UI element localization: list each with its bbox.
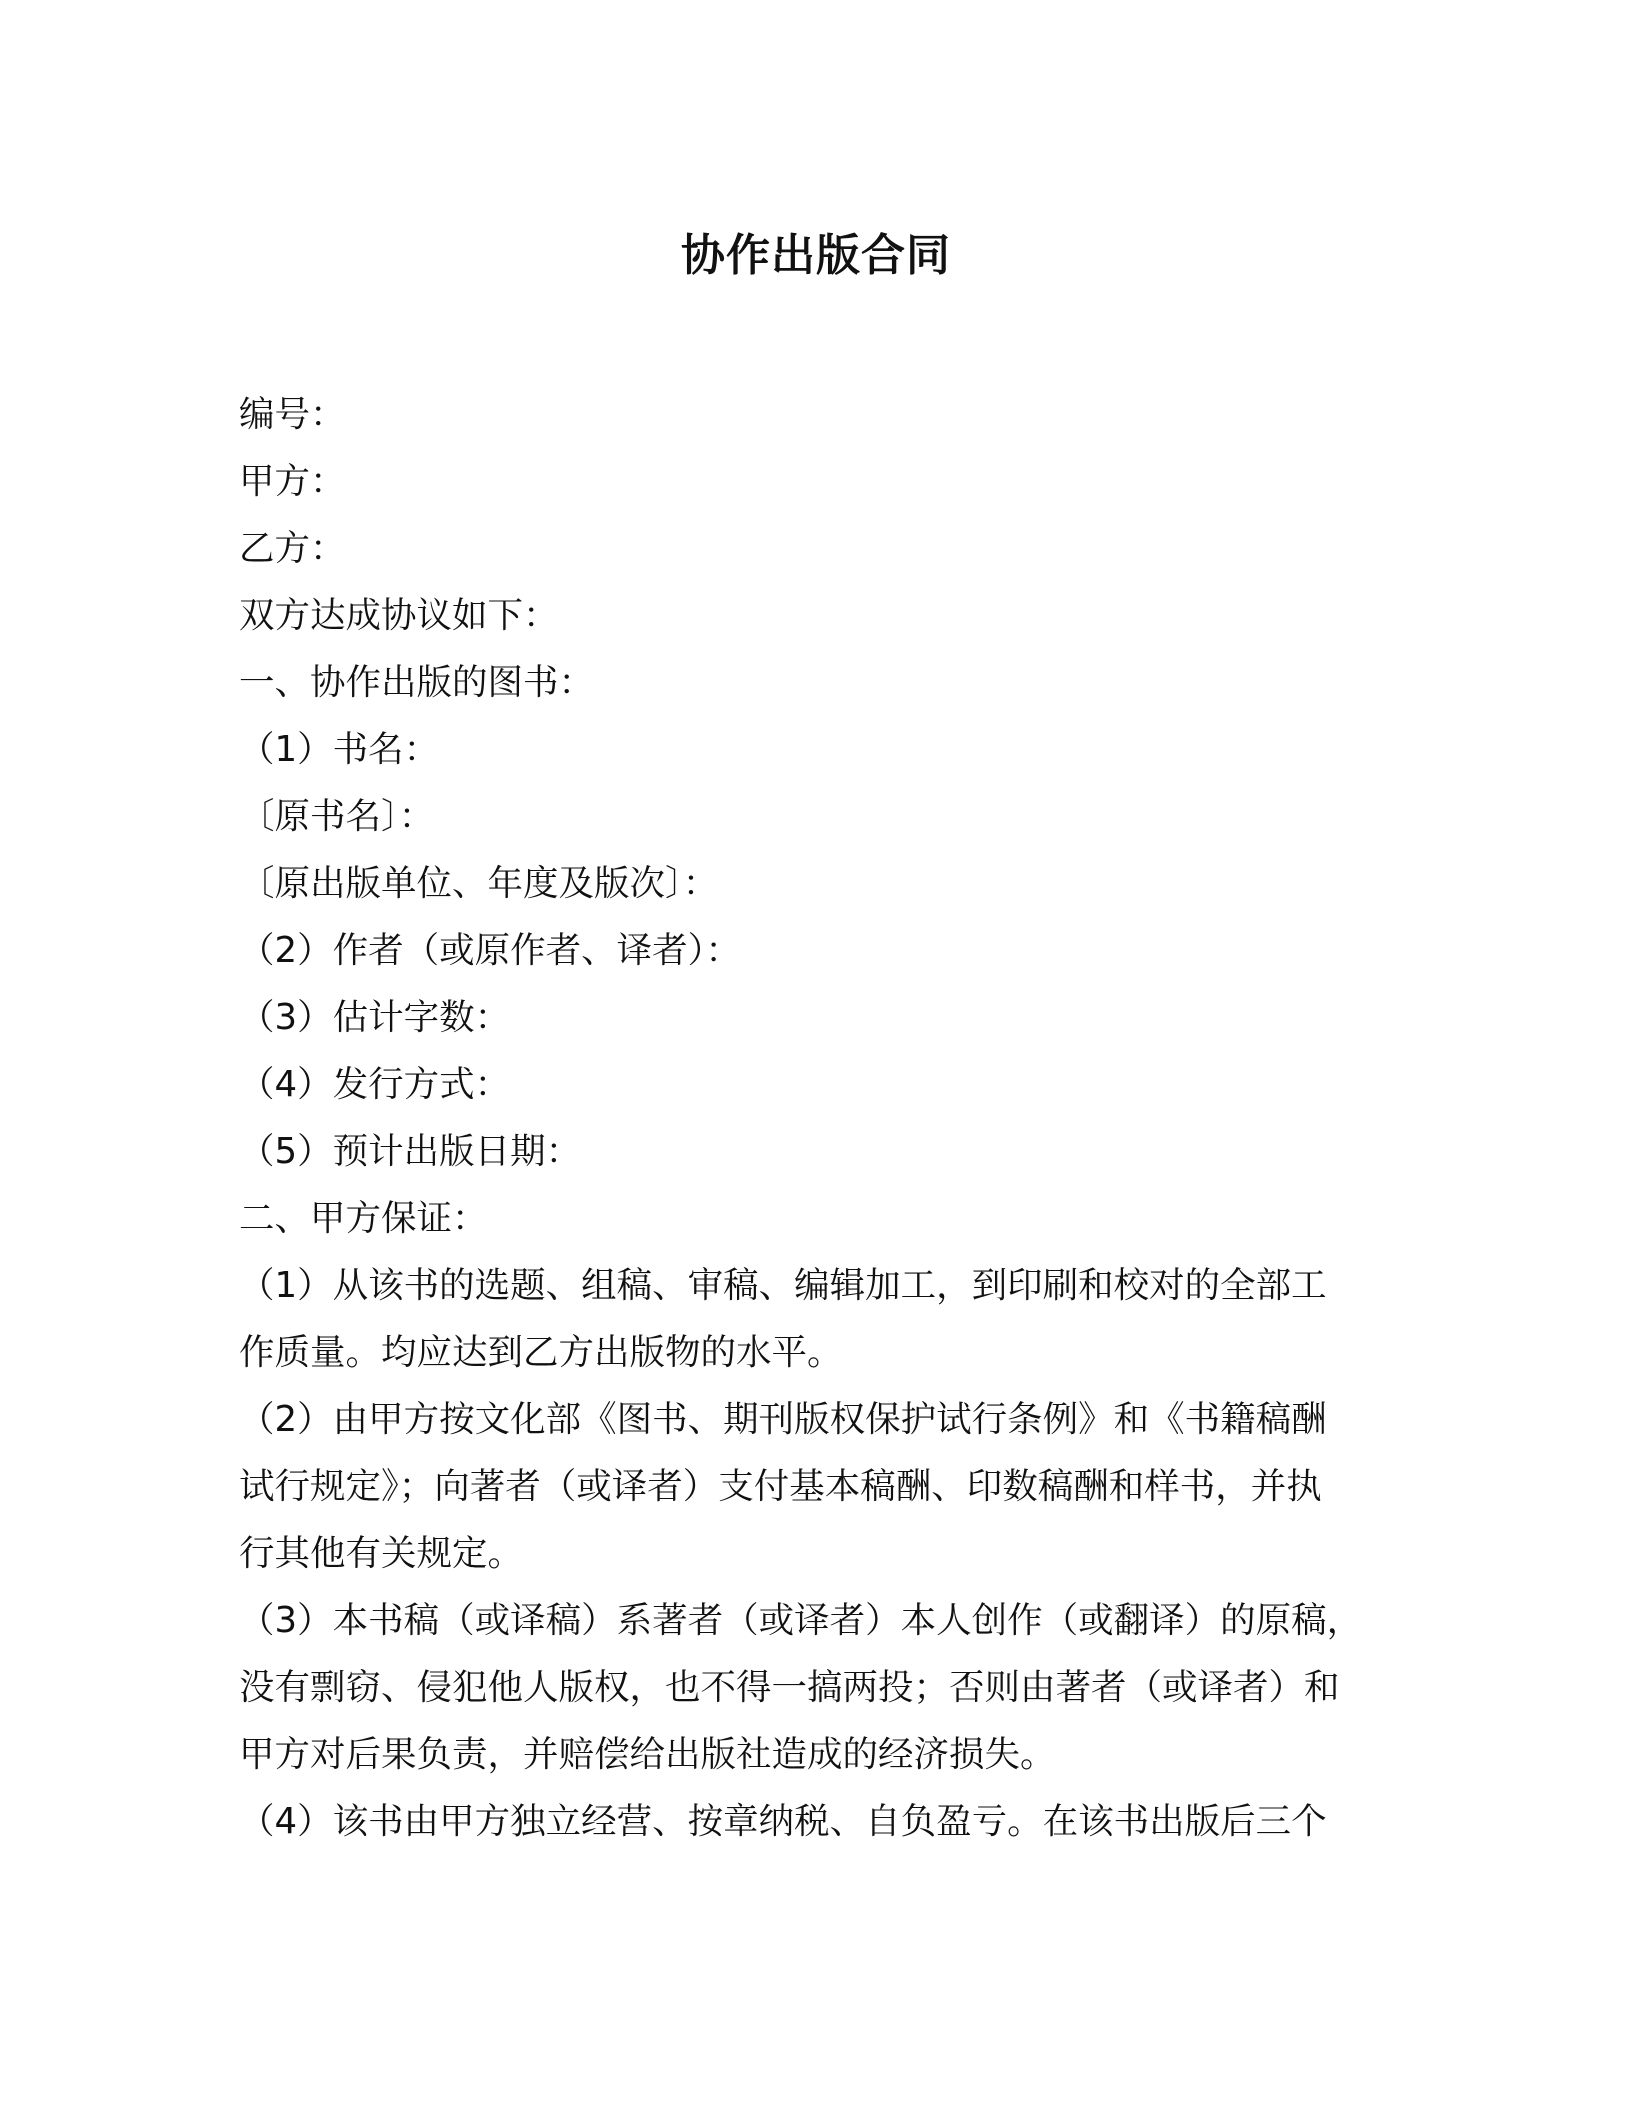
clause-2-2-line-2: 试行规定》；向著者（或译者）支付基本稿酬、印数稿酬和样书，并执 xyxy=(239,1466,1322,1507)
clause-2-3-line-3: 甲方对后果负责，并赔偿给出版社造成的经济损失。 xyxy=(239,1734,1056,1775)
clause-2-2-line-1: （2）由甲方按文化部《图书、期刊版权保护试行条例》和《书籍稿酬 xyxy=(239,1399,1327,1440)
field-party-b: 乙方： xyxy=(239,528,346,569)
field-party-a: 甲方： xyxy=(239,461,346,502)
clause-2-4-line-1: （4）该书由甲方独立经营、按章纳税、自负盈亏。在该书出版后三个 xyxy=(239,1801,1327,1842)
clause-2-1-line-2: 作质量。均应达到乙方出版物的水平。 xyxy=(239,1332,843,1373)
section-heading-1: 一、协作出版的图书： xyxy=(239,662,595,703)
item-book-name: （1）书名： xyxy=(239,729,440,770)
clause-2-3-line-2: 没有剽窃、侵犯他人版权，也不得一搞两投；否则由著者（或译者）和 xyxy=(239,1667,1340,1708)
item-word-count: （3）估计字数： xyxy=(239,997,511,1038)
item-publish-date: （5）预计出版日期： xyxy=(239,1131,582,1172)
document-title: 协作出版合同 xyxy=(681,230,951,281)
clause-2-3-line-1: （3）本书稿（或译稿）系著者（或译者）本人创作（或翻译）的原稿， xyxy=(239,1600,1363,1641)
item-original-publisher: 〔原出版单位、年度及版次〕： xyxy=(239,863,719,904)
item-original-book-name: 〔原书名〕： xyxy=(239,796,435,837)
item-distribution: （4）发行方式： xyxy=(239,1064,511,1105)
item-author: （2）作者（或原作者、译者）： xyxy=(239,930,741,971)
field-number: 编号： xyxy=(239,394,346,435)
clause-2-1-line-1: （1）从该书的选题、组稿、审稿、编辑加工，到印刷和校对的全部工 xyxy=(239,1265,1327,1306)
document-body xyxy=(239,381,1385,1855)
agreement-intro: 双方达成协议如下： xyxy=(239,595,559,636)
section-heading-2: 二、甲方保证： xyxy=(239,1198,488,1239)
clause-2-2-line-3: 行其他有关规定。 xyxy=(239,1533,524,1574)
